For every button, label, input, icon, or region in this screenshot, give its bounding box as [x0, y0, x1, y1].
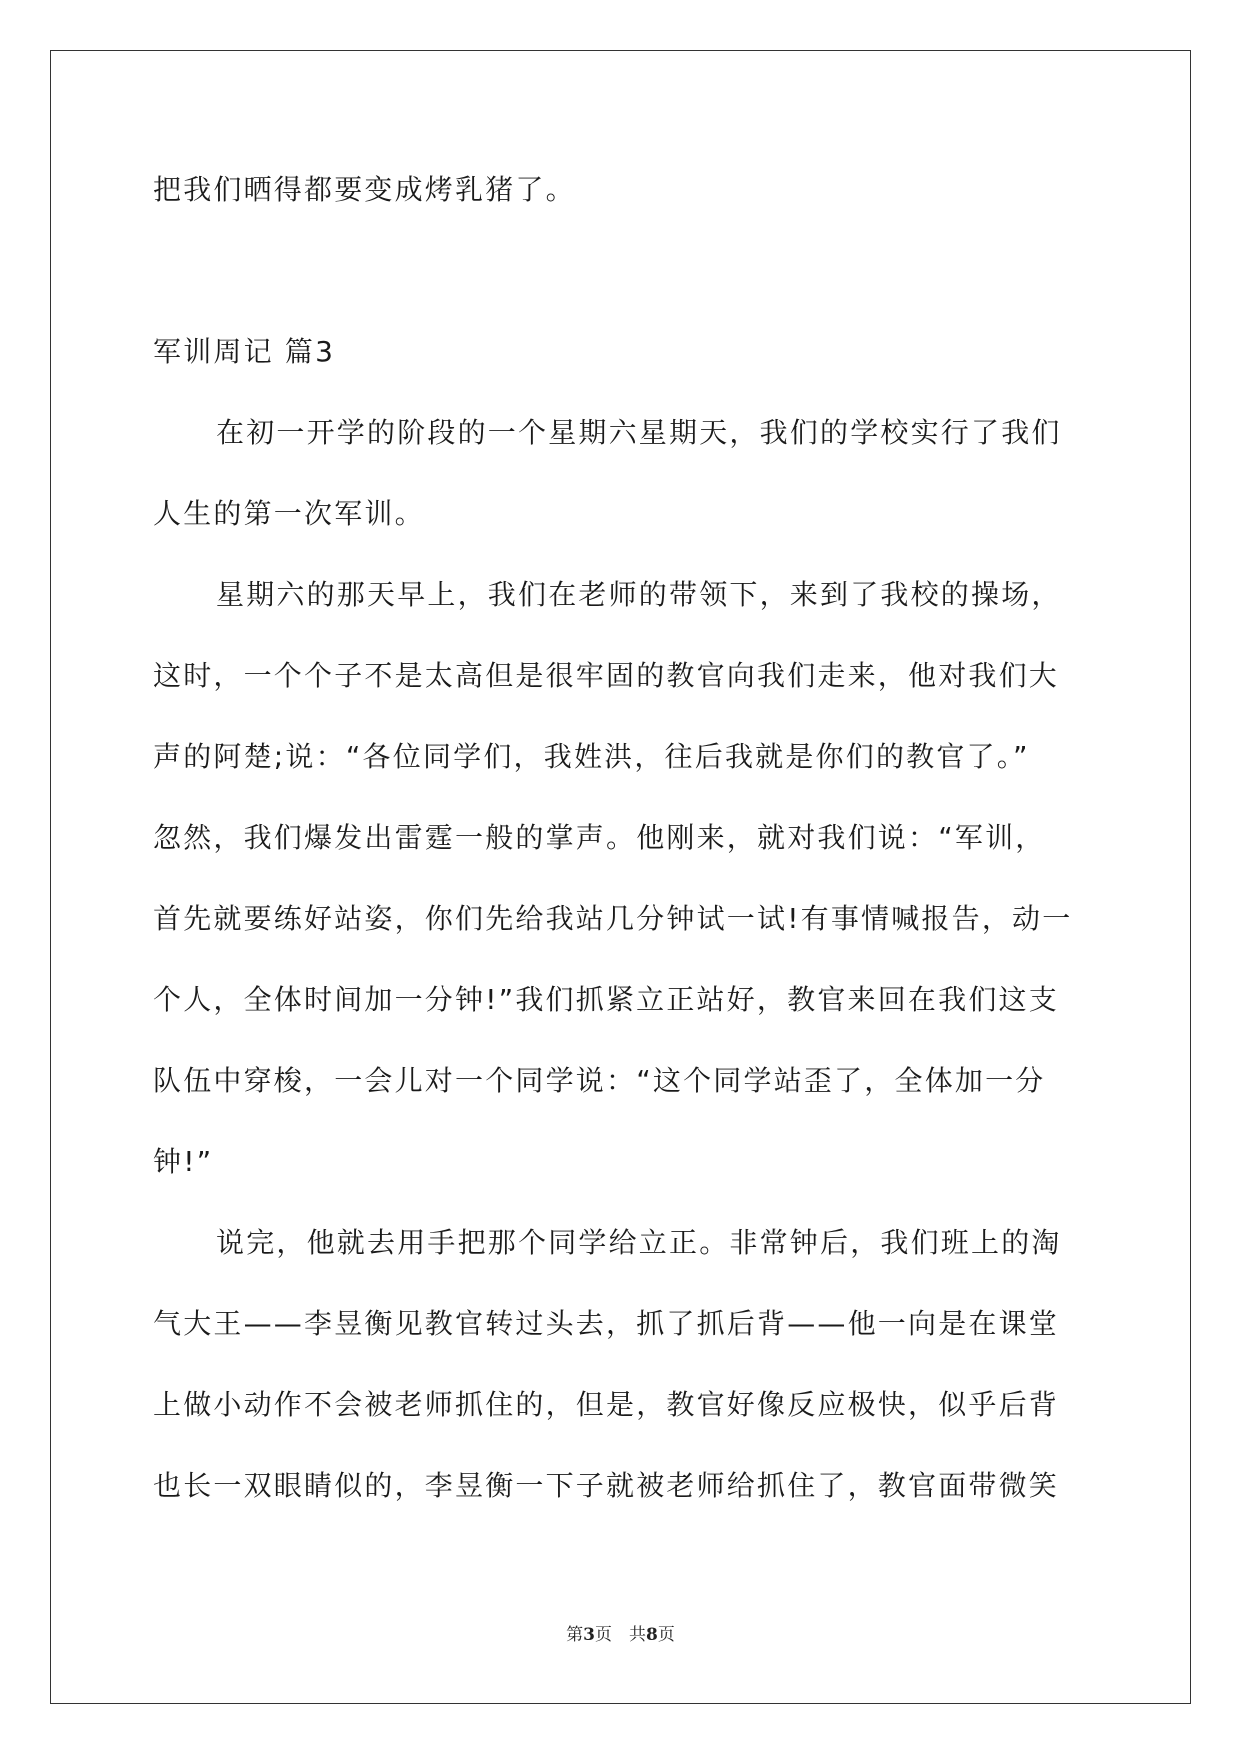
page-number-prefix: 第: [566, 1625, 584, 1645]
text-line-1: 把我们晒得都要变成烤乳猪了。: [153, 173, 576, 206]
page-border: [50, 50, 1191, 1704]
paragraph-line-14: 也长一双眼睛似的，李昱衡一下子就被老师给抓住了，教官面带微笑: [153, 1469, 1060, 1502]
paragraph-line-4: 这时，一个个子不是太高但是很牢固的教官向我们走来，他对我们大: [153, 659, 1060, 692]
paragraph-line-1: 在初一开学的阶段的一个星期六星期天，我们的学校实行了我们: [216, 416, 1062, 449]
paragraph-line-11: 说完，他就去用手把那个同学给立正。非常钟后，我们班上的淘: [216, 1226, 1062, 1259]
paragraph-line-7: 首先就要练好站姿，你们先给我站几分钟试一试!有事情喊报告，动一: [153, 902, 1073, 935]
paragraph-line-13: 上做小动作不会被老师抓住的，但是，教官好像反应极快，似乎后背: [153, 1388, 1060, 1421]
page-number-mid: 页 共: [595, 1625, 646, 1645]
paragraph-line-12: 气大王——李昱衡见教官转过头去，抓了抓后背——他一向是在课堂: [153, 1307, 1060, 1340]
page-number-current: 3: [583, 1625, 595, 1645]
paragraph-line-6: 忽然，我们爆发出雷霆一般的掌声。他刚来，就对我们说：“军训，: [153, 821, 1046, 854]
paragraph-line-9: 队伍中穿梭，一会儿对一个同学说：“这个同学站歪了，全体加一分: [153, 1064, 1046, 1097]
section-heading: 军训周记 篇3: [153, 335, 336, 368]
paragraph-line-8: 个人，全体时间加一分钟!”我们抓紧立正站好，教官来回在我们这支: [153, 983, 1059, 1016]
page-number-total: 8: [646, 1625, 658, 1645]
page-footer: [0, 1620, 1241, 1645]
paragraph-line-10: 钟!”: [153, 1145, 214, 1178]
page-number-suffix: 页: [657, 1625, 675, 1645]
paragraph-line-2: 人生的第一次军训。: [153, 497, 425, 530]
paragraph-line-3: 星期六的那天早上，我们在老师的带领下，来到了我校的操场，: [216, 578, 1062, 611]
paragraph-line-5: 声的阿楚;说：“各位同学们，我姓洪，往后我就是你们的教官了。”: [153, 740, 1030, 773]
